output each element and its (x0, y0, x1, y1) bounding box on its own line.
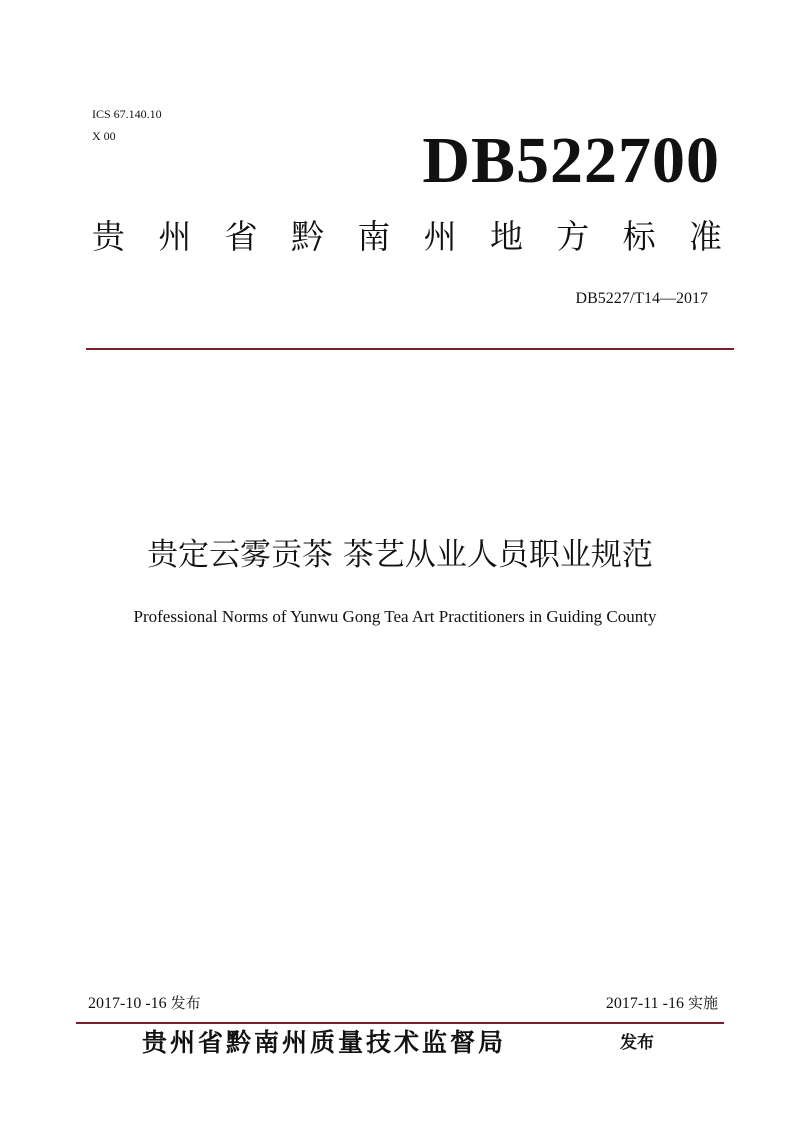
document-title-chinese: 贵定云雾贡茶 茶艺从业人员职业规范 (147, 537, 653, 573)
implementation-date: 2017-11 -16 (605, 995, 688, 1012)
standard-type-char: 贵 (92, 217, 125, 256)
standard-type-char: 州 (423, 217, 457, 256)
publisher-suffix: 发布 (620, 1033, 654, 1053)
issue-date-line (88, 996, 201, 1012)
footer-divider (76, 1022, 724, 1024)
standard-code: DB522700 (422, 124, 720, 197)
standard-type-char: 州 (158, 217, 192, 256)
classification-code: X 00 (92, 129, 116, 143)
standard-type-char: 省 (224, 217, 258, 256)
standard-type-char: 方 (556, 217, 590, 256)
standard-type-char: 地 (489, 217, 523, 256)
standard-type-char: 准 (688, 217, 722, 256)
implementation-date-line (606, 996, 718, 1012)
document-title-english: Professional Norms of Yunwu Gong Tea Art Practitioners in Guiding County (133, 607, 657, 626)
standard-type-char: 黔 (290, 217, 324, 256)
issue-date: 2017-10 -16 (88, 995, 171, 1012)
standard-number: DB5227/T14—2017 (575, 290, 708, 307)
standard-type-char: 标 (622, 217, 656, 256)
header-divider (86, 348, 734, 350)
implementation-label: 实施 (687, 994, 718, 1012)
publisher-name: 贵州省黔南州质量技术监督局 (142, 1028, 507, 1057)
ics-code: ICS 67.140.10 (92, 107, 162, 121)
issue-label: 发布 (170, 994, 201, 1012)
standard-type-title (92, 217, 722, 256)
standard-type-char: 南 (357, 217, 391, 256)
